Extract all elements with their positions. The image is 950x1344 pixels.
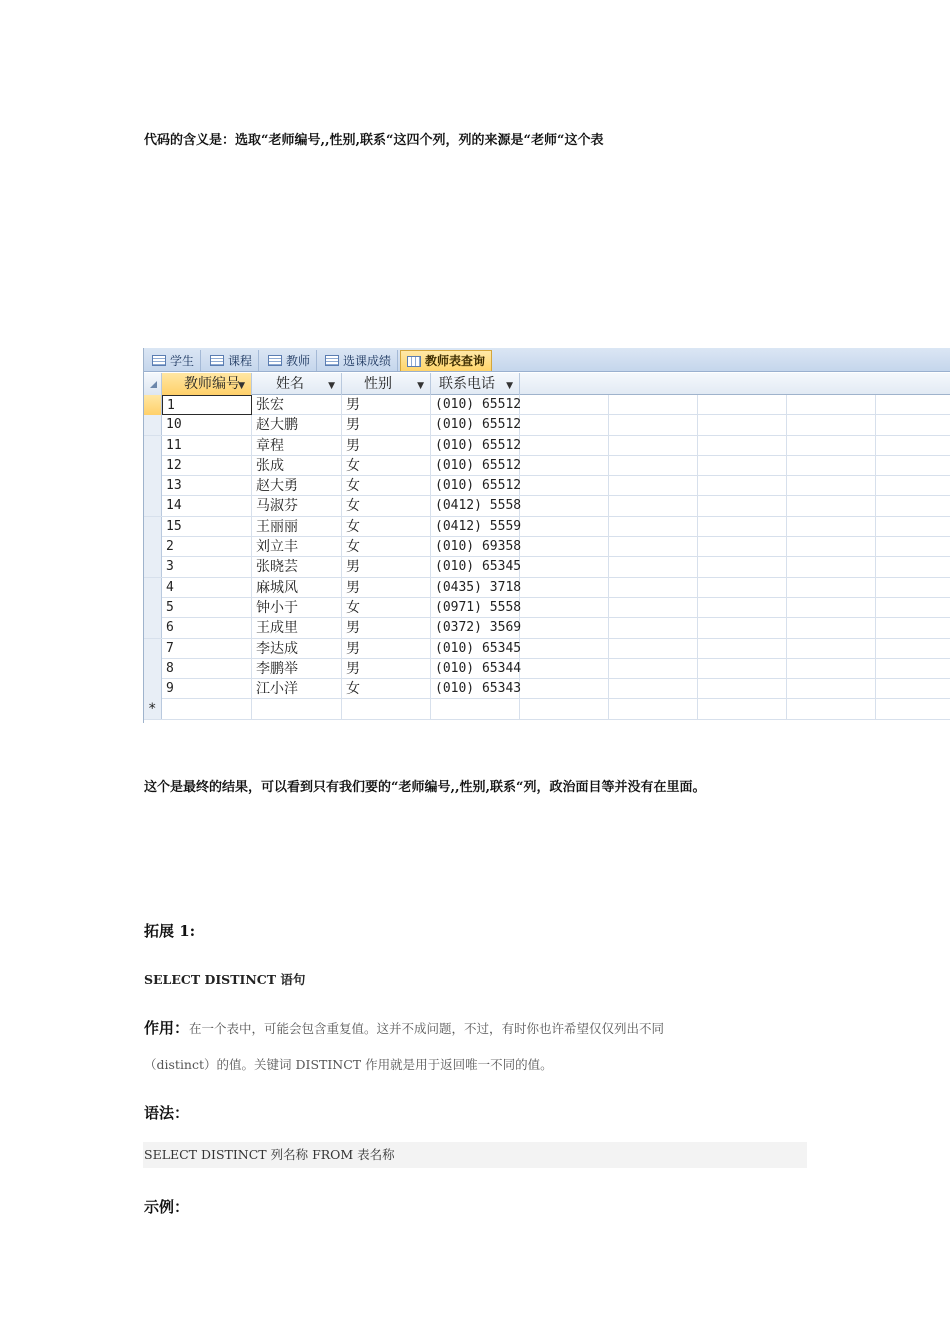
use-description-continued: （distinct）的值。关键词 DISTINCT 作用就是用于返回唯一不同的值。 [144,1057,553,1072]
cell-name[interactable]: 马淑芬 [252,496,342,516]
access-datasheet [143,348,950,723]
empty-cell[interactable] [520,436,609,456]
empty-cell[interactable] [787,679,876,699]
empty-cell[interactable] [252,699,342,719]
cell-teacher-id[interactable]: 7 [162,639,252,659]
empty-cell[interactable] [787,639,876,659]
cell-phone[interactable]: (010) 65512 [431,395,520,415]
empty-cell[interactable] [609,537,698,557]
cell-gender[interactable]: 男 [342,415,431,435]
empty-cell[interactable] [787,476,876,496]
empty-cell[interactable] [876,578,950,598]
empty-cell[interactable] [609,456,698,476]
table-row[interactable] [144,496,950,516]
table-row[interactable] [144,578,950,598]
empty-cell[interactable] [520,578,609,598]
empty-cell[interactable] [787,699,876,719]
column-header-row [144,373,950,395]
empty-cell[interactable] [520,639,609,659]
cell-teacher-id[interactable]: 15 [162,517,252,537]
cell-gender[interactable]: 女 [342,679,431,699]
cell-teacher-id[interactable]: 8 [162,659,252,679]
table-row[interactable] [144,456,950,476]
row-selector[interactable] [144,476,162,496]
empty-cell[interactable] [876,496,950,516]
empty-cell[interactable] [787,436,876,456]
table-icon [152,355,166,366]
empty-cell[interactable] [876,679,950,699]
tab-students[interactable] [146,350,201,371]
column-header-teacher-id[interactable] [162,373,252,395]
row-selector[interactable] [144,679,162,699]
empty-cell[interactable] [698,415,787,435]
column-header-label: 教师编号 [184,376,240,392]
cell-phone[interactable]: (010) 65343 [431,679,520,699]
empty-cell[interactable] [698,699,787,719]
empty-cell[interactable] [520,517,609,537]
empty-cell[interactable] [698,557,787,577]
table-icon [325,355,339,366]
dropdown-arrow-icon[interactable]: ▼ [238,381,245,391]
column-header-label: 联系电话 [439,376,495,392]
column-header-phone[interactable] [431,373,520,395]
cell-teacher-id[interactable]: 10 [162,415,252,435]
example-heading: 示例： [144,1198,190,1216]
empty-cell[interactable] [876,537,950,557]
row-selector[interactable] [144,395,162,415]
cell-phone[interactable]: (010) 65345 [431,639,520,659]
tab-course-scores[interactable] [319,350,398,371]
empty-cell[interactable] [609,395,698,415]
table-row[interactable] [144,557,950,577]
empty-cell[interactable] [876,598,950,618]
empty-cell[interactable] [698,598,787,618]
empty-cell[interactable] [431,699,520,719]
empty-cell[interactable] [609,578,698,598]
row-selector[interactable] [144,496,162,516]
cell-name[interactable]: 钟小于 [252,598,342,618]
use-text: 在一个表中，可能会包含重复值。这并不成问题，不过，有时你也许希望仅仅列出不同 [189,1021,665,1036]
cell-gender[interactable]: 男 [342,639,431,659]
empty-cell[interactable] [520,679,609,699]
cell-name[interactable]: 张成 [252,456,342,476]
empty-cell[interactable] [876,476,950,496]
cell-phone[interactable]: (0372) 3569 [431,618,520,638]
table-row[interactable] [144,598,950,618]
cell-gender[interactable]: 男 [342,395,431,415]
empty-cell[interactable] [698,578,787,598]
row-selector[interactable] [144,578,162,598]
cell-name[interactable]: 王成里 [252,618,342,638]
cell-name[interactable]: 赵大鹏 [252,415,342,435]
empty-cell[interactable] [520,598,609,618]
cell-teacher-id[interactable]: 4 [162,578,252,598]
cell-teacher-id[interactable]: 11 [162,436,252,456]
cell-name[interactable]: 张宏 [252,395,342,415]
row-selector[interactable] [144,537,162,557]
syntax-heading: 语法： [144,1104,190,1122]
cell-teacher-id[interactable]: 9 [162,679,252,699]
table-row[interactable] [144,618,950,638]
empty-cell[interactable] [609,436,698,456]
statement-title: SELECT DISTINCT 语句 [144,972,306,987]
empty-cell[interactable] [520,557,609,577]
cell-teacher-id[interactable]: 3 [162,557,252,577]
empty-cell[interactable] [520,395,609,415]
cell-gender[interactable]: 女 [342,456,431,476]
cell-teacher-id[interactable]: 14 [162,496,252,516]
new-record-row[interactable] [144,699,950,719]
cell-name[interactable]: 张晓芸 [252,557,342,577]
cell-name[interactable]: 李鹏举 [252,659,342,679]
column-header-gender[interactable] [342,373,431,395]
cell-teacher-id[interactable]: 6 [162,618,252,638]
empty-cell[interactable] [162,699,252,719]
cell-teacher-id[interactable]: 5 [162,598,252,618]
row-selector[interactable] [144,436,162,456]
empty-cell[interactable] [787,537,876,557]
table-row[interactable] [144,639,950,659]
empty-cell[interactable] [520,476,609,496]
cell-name[interactable]: 江小洋 [252,679,342,699]
cell-gender[interactable]: 女 [342,517,431,537]
empty-cell[interactable] [609,476,698,496]
table-row[interactable] [144,415,950,435]
section-heading: 拓展 1: [144,922,196,940]
empty-cell[interactable] [876,395,950,415]
empty-cell[interactable] [520,415,609,435]
cell-gender[interactable]: 女 [342,476,431,496]
cell-teacher-id[interactable]: 1 [162,395,252,415]
cell-teacher-id[interactable]: 12 [162,456,252,476]
cell-phone[interactable]: (010) 65344 [431,659,520,679]
empty-cell[interactable] [876,517,950,537]
table-icon [210,355,224,366]
empty-cell[interactable] [698,395,787,415]
empty-cell[interactable] [698,537,787,557]
cell-gender[interactable]: 男 [342,578,431,598]
empty-cell[interactable] [698,659,787,679]
empty-cell[interactable] [787,415,876,435]
table-row[interactable] [144,476,950,496]
empty-cell[interactable] [609,639,698,659]
empty-cell[interactable] [698,679,787,699]
cell-phone[interactable]: (0435) 3718 [431,578,520,598]
dropdown-arrow-icon[interactable]: ▼ [417,381,424,391]
use-description [144,1017,664,1038]
empty-cell[interactable] [520,659,609,679]
empty-header-area [520,373,950,395]
result-paragraph: 这个是最终的结果，可以看到只有我们要的“老师编号,,性别,联系“列，政治面目等并没有在里面。 [144,780,706,795]
cell-phone[interactable]: (0971) 5558 [431,598,520,618]
empty-cell[interactable] [876,618,950,638]
tab-label: 课程 [228,353,253,368]
row-selector[interactable] [144,639,162,659]
row-selector[interactable] [144,618,162,638]
tab-teacher-query[interactable] [400,350,492,371]
empty-cell[interactable] [520,618,609,638]
empty-cell[interactable] [609,517,698,537]
empty-cell[interactable] [609,598,698,618]
cell-name[interactable]: 王丽丽 [252,517,342,537]
cell-name[interactable]: 章程 [252,436,342,456]
cell-teacher-id[interactable]: 2 [162,537,252,557]
table-row[interactable] [144,395,950,415]
syntax-code-block: SELECT DISTINCT 列名称 FROM 表名称 [143,1142,807,1168]
empty-cell[interactable] [787,659,876,679]
empty-cell[interactable] [698,618,787,638]
empty-cell[interactable] [787,618,876,638]
empty-cell[interactable] [609,415,698,435]
row-selector[interactable] [144,456,162,476]
cell-gender[interactable]: 男 [342,659,431,679]
tab-label: 选课成绩 [343,353,392,368]
cell-gender[interactable]: 女 [342,537,431,557]
empty-cell[interactable] [520,456,609,476]
cell-name[interactable]: 赵大勇 [252,476,342,496]
cell-teacher-id[interactable]: 13 [162,476,252,496]
empty-cell[interactable] [698,639,787,659]
empty-cell[interactable] [609,699,698,719]
query-icon [407,356,421,367]
dropdown-arrow-icon[interactable]: ▼ [328,381,335,391]
tab-label: 教师表查询 [425,354,486,368]
cell-phone[interactable]: (010) 65345 [431,557,520,577]
empty-cell[interactable] [787,395,876,415]
empty-cell[interactable] [609,618,698,638]
empty-cell[interactable] [876,415,950,435]
row-selector[interactable] [144,598,162,618]
empty-cell[interactable] [698,517,787,537]
empty-cell[interactable] [520,496,609,516]
cell-phone[interactable]: (0412) 5558 [431,496,520,516]
table-row[interactable] [144,679,950,699]
table-row[interactable] [144,436,950,456]
table-row[interactable] [144,537,950,557]
cell-name[interactable]: 李达成 [252,639,342,659]
tab-courses[interactable] [204,350,259,371]
cell-gender[interactable]: 男 [342,557,431,577]
empty-cell[interactable] [876,639,950,659]
tab-teachers[interactable] [262,350,317,371]
empty-cell[interactable] [787,578,876,598]
cell-phone[interactable]: (010) 65512 [431,415,520,435]
cell-phone[interactable]: (010) 69358 [431,537,520,557]
tab-label: 学生 [170,353,195,368]
empty-cell[interactable] [698,476,787,496]
use-label: 作用： [144,1019,190,1037]
empty-cell[interactable] [342,699,431,719]
empty-cell[interactable] [609,557,698,577]
empty-cell[interactable] [876,436,950,456]
empty-cell[interactable] [609,496,698,516]
column-header-name[interactable] [252,373,342,395]
empty-cell[interactable] [876,557,950,577]
empty-cell[interactable] [787,517,876,537]
cell-name[interactable]: 麻城风 [252,578,342,598]
cell-gender[interactable]: 男 [342,618,431,638]
row-selector[interactable] [144,517,162,537]
column-header-label: 性别 [364,376,392,392]
dropdown-arrow-icon[interactable]: ▼ [506,381,513,391]
row-selector[interactable] [144,659,162,679]
empty-cell[interactable] [876,659,950,679]
select-all-button[interactable] [144,373,162,395]
empty-cell[interactable] [698,436,787,456]
empty-cell[interactable] [876,456,950,476]
cell-gender[interactable]: 女 [342,598,431,618]
cell-phone[interactable]: (010) 65512 [431,456,520,476]
cell-name[interactable]: 刘立丰 [252,537,342,557]
empty-cell[interactable] [520,699,609,719]
row-selector[interactable] [144,557,162,577]
table-icon [268,355,282,366]
empty-cell[interactable] [520,537,609,557]
empty-cell[interactable] [787,598,876,618]
object-tab-bar [144,348,950,372]
row-selector[interactable] [144,415,162,435]
empty-cell[interactable] [609,659,698,679]
cell-phone[interactable]: (0412) 5559 [431,517,520,537]
cell-gender[interactable]: 女 [342,496,431,516]
table-row[interactable] [144,659,950,679]
empty-cell[interactable] [698,496,787,516]
cell-gender[interactable]: 男 [342,436,431,456]
intro-paragraph: 代码的含义是：选取“老师编号,,性别,联系“这四个列，列的来源是“老师“这个表 [144,133,604,148]
new-record-marker: * [144,699,162,719]
cell-phone[interactable]: (010) 65512 [431,476,520,496]
column-header-label: 姓名 [276,376,304,392]
tab-label: 教师 [286,353,311,368]
empty-cell[interactable] [698,456,787,476]
empty-cell[interactable] [876,699,950,719]
empty-cell[interactable] [787,496,876,516]
empty-cell[interactable] [787,456,876,476]
table-row[interactable] [144,517,950,537]
empty-cell[interactable] [609,679,698,699]
cell-phone[interactable]: (010) 65512 [431,436,520,456]
datasheet-rows [144,395,950,720]
empty-cell[interactable] [787,557,876,577]
